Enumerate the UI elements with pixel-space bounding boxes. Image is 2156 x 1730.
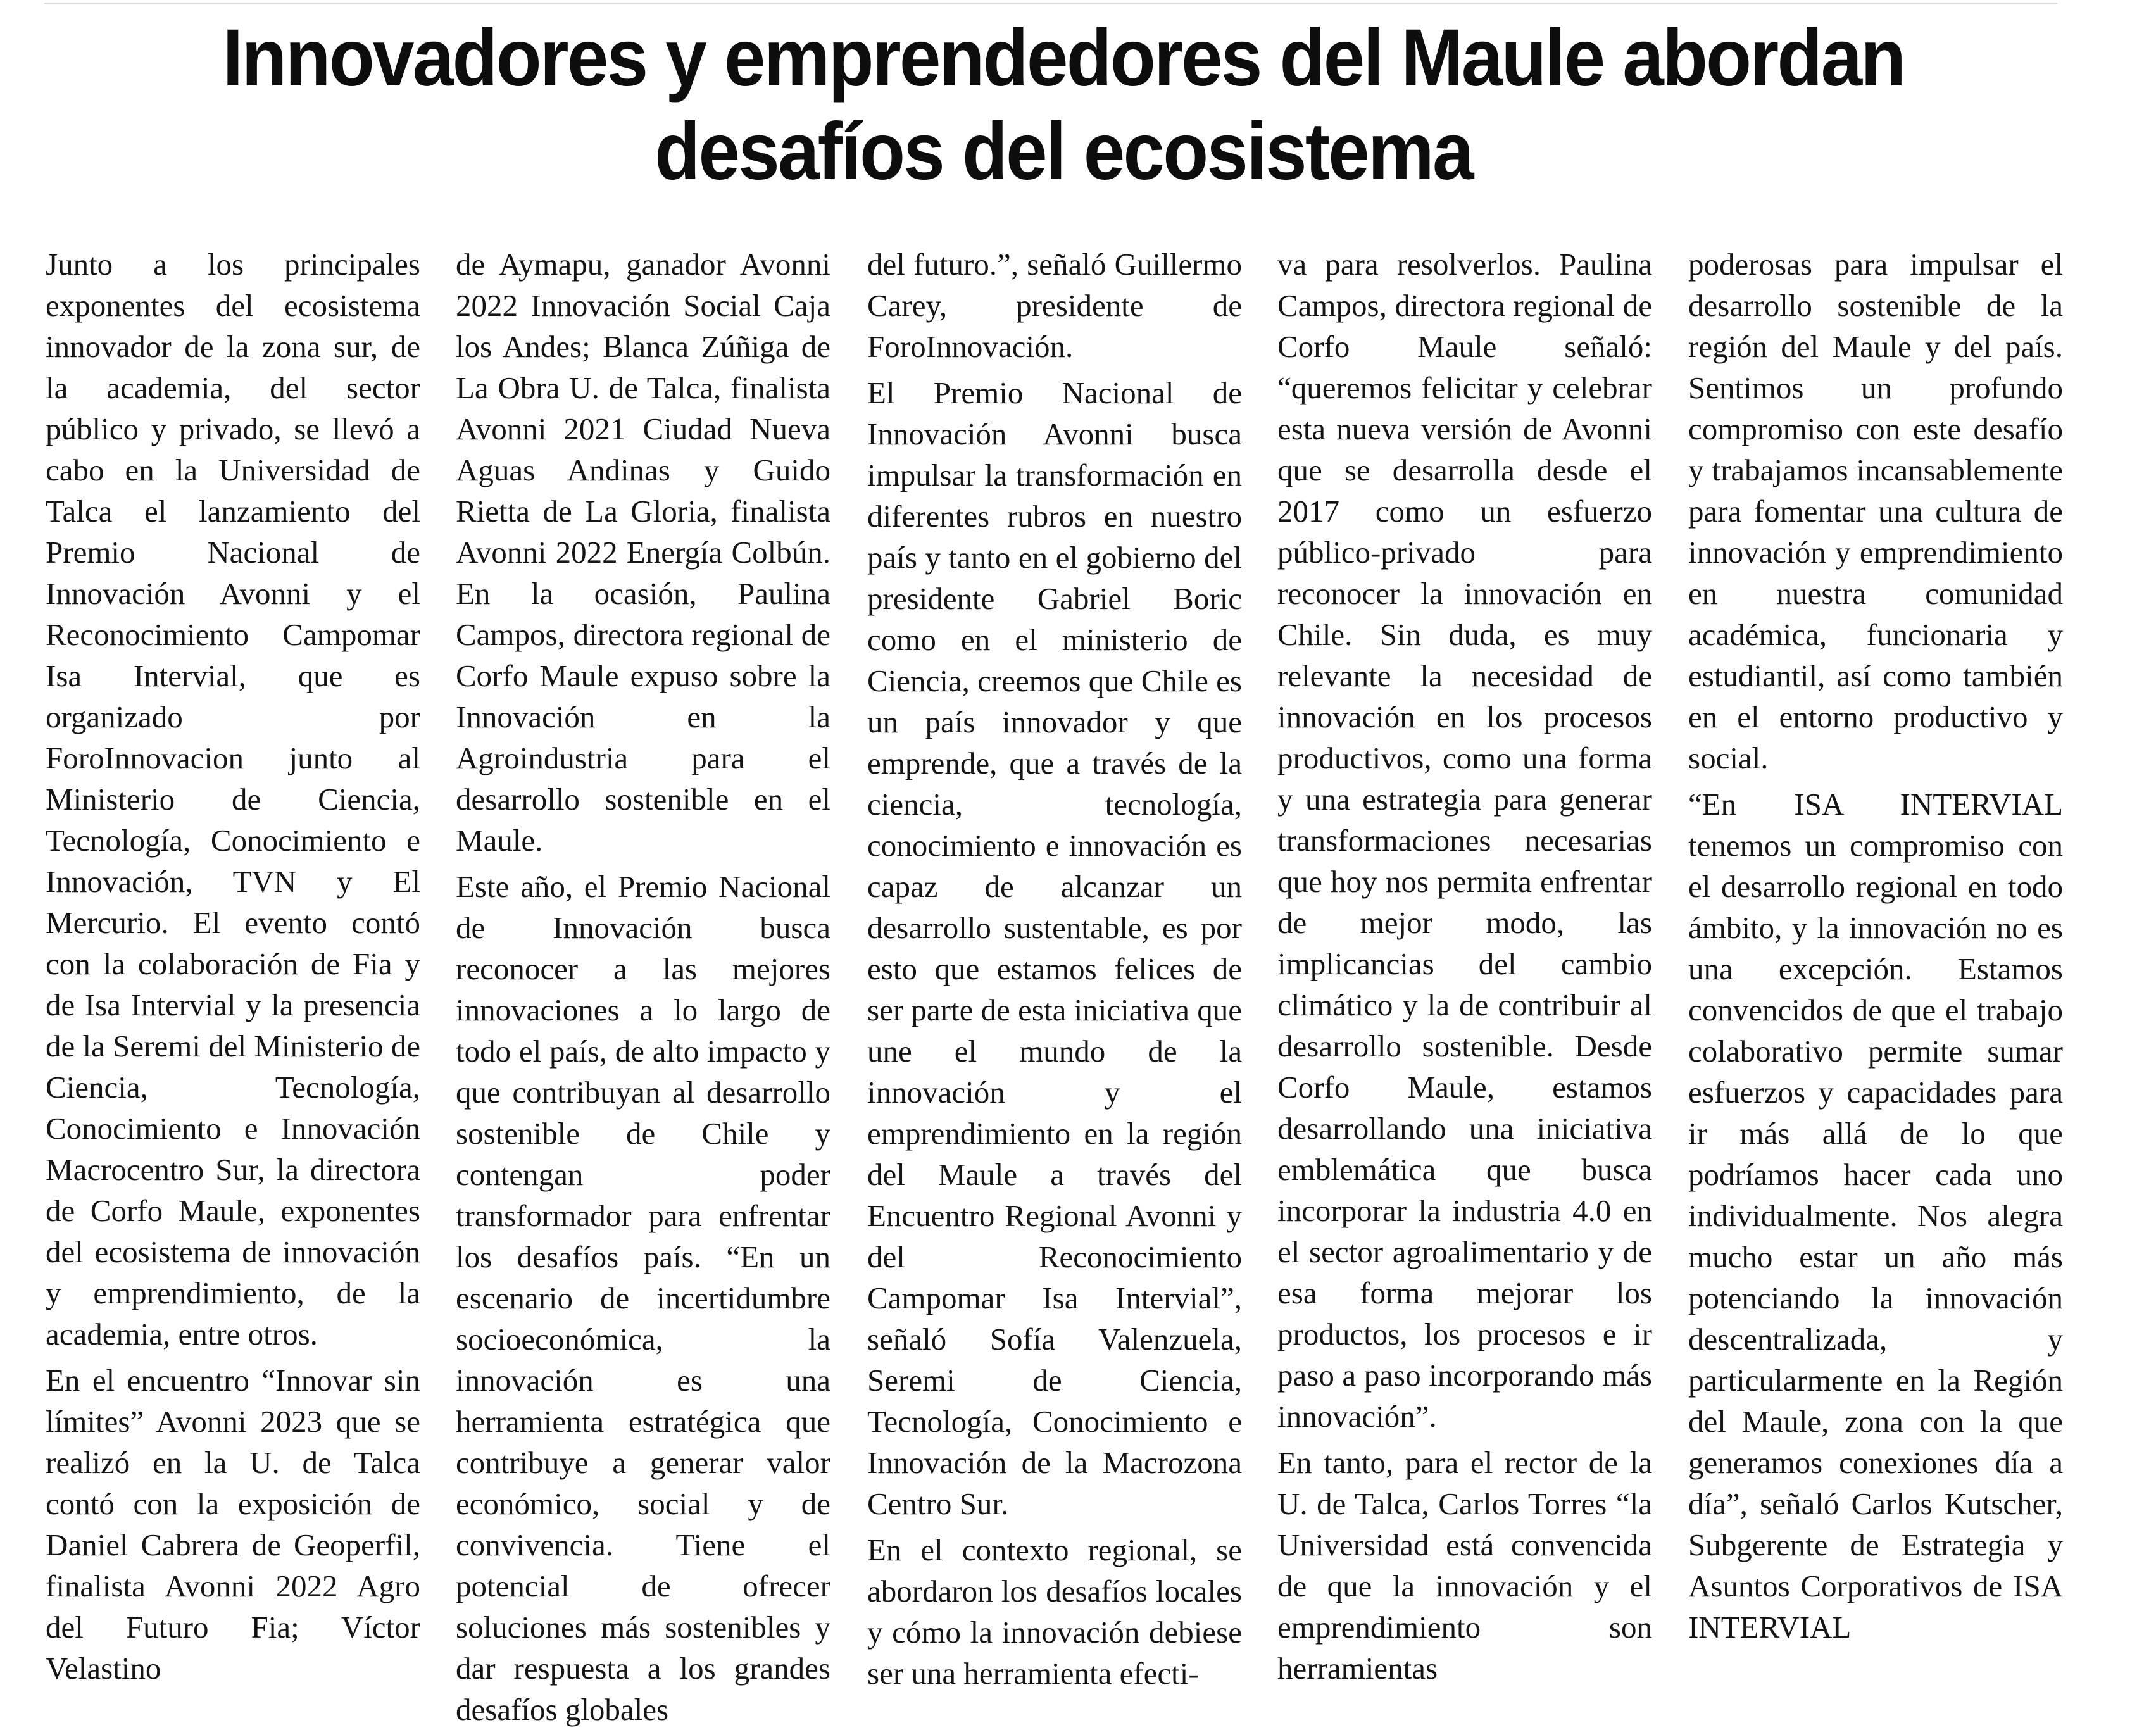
paragraph: de Aymapu, ganador Avonni 2022 Innovación Social Caja los Andes; Blanca Zúñiga de La Obra U. de Talca, finalista Avonni 2021 Ciudad Nueva Aguas Andinas y Guido Rietta de La Gloria, finalista Avonni 2022 Energía Colbún. En la ocasión, Paulina Campos, directora regional de Corfo Maule expuso sobre la Innovación en la Agroindustria para el desarrollo sostenible en el Maule.: [456, 247, 830, 858]
paragraph: En tanto, para el rector de la U. de Talca, Carlos Torres “la Universidad está convencida de que la innovación y el emprendimiento son herramientas: [1277, 1445, 1652, 1686]
paragraph: El Premio Nacional de Innovación Avonni busca impulsar la transformación en diferentes rubros en nuestro país y tanto en el gobierno del presidente Gabriel Boric como en el ministerio de Ciencia, creemos que Chile es un país innovador y que emprende, que a través de la ciencia, tecnología, conocimiento e innovación es capaz de alcanzar un desarrollo sustentable, es por esto que estamos felices de ser parte de esta iniciativa que une el mundo de la innovación y el emprendimiento en la región del Maule a través del Encuentro Regional Avonni y del Reconocimiento Campomar Isa Intervial”, señaló Sofía Valenzuela, Seremi de Ciencia, Tecnología, Conocimiento e Innovación de la Macrozona Centro Sur.: [867, 375, 1242, 1521]
headline: [190, 11, 1937, 199]
paragraph: En el encuentro “Innovar sin límites” Avonni 2023 que se realizó en la U. de Talca contó con la exposición de Daniel Cabrera de Geoperfil, finalista Avonni 2022 Agro del Futuro Fia; Víctor Velastino: [46, 1363, 420, 1686]
article-column-5: [1688, 244, 2063, 1645]
headline-line-2: desafíos del ecosistema: [655, 106, 1472, 197]
paragraph: Este año, el Premio Nacional de Innovación busca reconocer a las mejores innovaciones a lo largo de todo el país, de alto impacto y que contribuyan al desarrollo sostenible de Chile y contengan poder transformador para enfrentar los desafíos país. “En un escenario de incertidumbre socioeconómica, la innovación es una herramienta estratégica que contribuye a generar valor económico, social y de convivencia. Tiene el potencial de ofrecer soluciones más sostenibles y dar respuesta a los grandes desafíos globales: [456, 869, 830, 1727]
paragraph: En el contexto regional, se abordaron los desafíos locales y cómo la innovación debiese ser una herramienta efecti-: [867, 1533, 1242, 1691]
paragraph: “En ISA INTERVIAL tenemos un compromiso con el desarrollo regional en todo ámbito, y la innovación no es una excepción. Estamos convencidos de que el trabajo colaborativo permite sumar esfuerzos y capacidades para ir más allá de lo que podríamos hacer cada uno individualmente. Nos alegra mucho estar un año más potenciando la innovación descentralizada, y particularmente en la Región del Maule, zona con la que generamos conexiones día a día”, señaló Carlos Kutscher, Subgerente de Estrategia y Asuntos Corporativos de ISA INTERVIAL: [1688, 787, 2063, 1645]
paragraph: del futuro.”, señaló Guillermo Carey, presidente de ForoInnovación.: [867, 247, 1242, 364]
paragraph: va para resolverlos. Paulina Campos, directora regional de Corfo Maule señaló: “queremos felicitar y celebrar esta nueva versión de Avonni que se desarrolla desde el 2017 como un esfuerzo público-privado para reconocer la innovación en Chile. Sin duda, es muy relevante la necesidad de innovación en los procesos productivos, como una forma y una estrategia para generar transformaciones necesarias que hoy nos permita enfrentar de mejor modo, las implicancias del cambio climático y la de contribuir al desarrollo sostenible. Desde Corfo Maule, estamos desarrollando una iniciativa emblemática que busca incorporar la industria 4.0 en el sector agroalimentario y de esa forma mejorar los productos, los procesos e ir paso a paso incorporando más innovación”.: [1277, 247, 1652, 1434]
article-column-1: [46, 244, 420, 1686]
article-column-3: [867, 244, 1242, 1691]
article-column-2: [456, 244, 830, 1727]
paragraph: poderosas para impulsar el desarrollo sostenible de la región del Maule y del país. Sentimos un profundo compromiso con este desafío y trabajamos incansablemente para fomentar una cultura de innovación y emprendimiento en nuestra comunidad académica, funcionaria y estudiantil, así como también en el entorno productivo y social.: [1688, 247, 2063, 775]
headline-line-1: Innovadores y emprendedores del Maule abordan: [222, 13, 1905, 103]
top-rule: [44, 3, 2057, 4]
paragraph: Junto a los principales exponentes del ecosistema innovador de la zona sur, de la academia, del sector público y privado, se llevó a cabo en la Universidad de Talca el lanzamiento del Premio Nacional de Innovación Avonni y el Reconocimiento Campomar Isa Intervial, que es organizado por ForoInnovacion junto al Ministerio de Ciencia, Tecnología, Conocimiento e Innovación, TVN y El Mercurio. El evento contó con la colaboración de Fia y de Isa Intervial y la presencia de la Seremi del Ministerio de Ciencia, Tecnología, Conocimiento e Innovación Macrocentro Sur, la directora de Corfo Maule, exponentes del ecosistema de innovación y emprendimiento, de la academia, entre otros.: [46, 247, 420, 1351]
article-column-4: [1277, 244, 1652, 1686]
